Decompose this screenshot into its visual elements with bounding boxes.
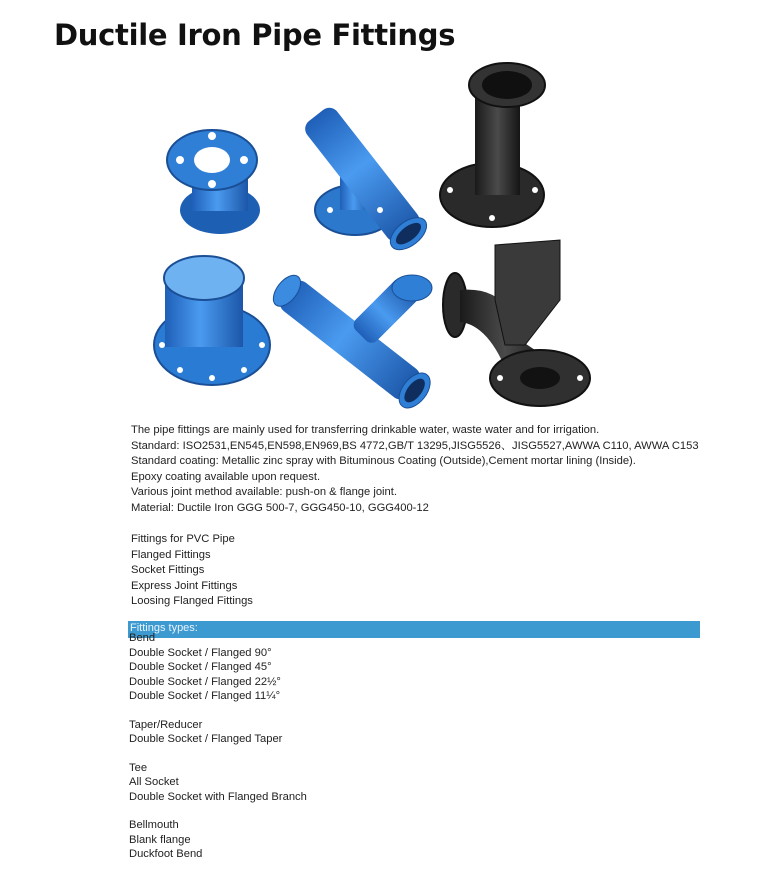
blue-flanged-socket (154, 256, 270, 385)
list-item: Tee (129, 761, 148, 774)
intro-line: Standard: ISO2531,EN545,EN598,EN969,BS 4772,GB/T 13295,JISG5526、JISG5527,AWWA C110, AWWA C153 (131, 439, 699, 452)
list-item: Double Socket with Flanged Branch (129, 790, 307, 803)
list-item: Double Socket / Flanged 90° (129, 646, 272, 659)
intro-line: The pipe fittings are mainly used for transferring drinkable water, waste water and for irrigation. (131, 424, 600, 436)
fittings-types-heading: Fittings types: (130, 622, 198, 634)
black-flanged-socket (440, 63, 545, 227)
type-group-tee (129, 761, 307, 805)
list-item: Double Socket / Flanged 11¼° (129, 690, 281, 702)
list-item: Double Socket / Flanged 45° (129, 661, 272, 673)
intro-line: Epoxy coating available upon request. (131, 470, 321, 483)
list-item: Double Socket / Flanged 22½° (129, 675, 281, 688)
list-item: Double Socket / Flanged Taper (129, 733, 283, 745)
fittings-photo (150, 60, 610, 410)
intro-line: Various joint method available: push-on & flange joint. (131, 486, 397, 499)
blue-flanged-tee (300, 103, 433, 257)
fittings-types-list (129, 631, 307, 876)
intro-description (131, 423, 699, 517)
list-item: Fittings for PVC Pipe (131, 533, 235, 545)
list-item: Flanged Fittings (131, 548, 211, 561)
type-group-other (129, 818, 307, 862)
list-item: Duckfoot Bend (129, 848, 203, 860)
list-item: Socket Fittings (131, 564, 205, 577)
list-item: Bellmouth (129, 819, 179, 831)
intro-line: Material: Ductile Iron GGG 500-7, GGG450-10, GGG400-12 (131, 501, 429, 514)
intro-line: Standard coating: Metallic zinc spray with Bituminous Coating (Outside),Cement mortar lining (Inside). (131, 455, 636, 468)
list-item: Bend (129, 632, 156, 644)
list-item: Express Joint Fittings (131, 579, 238, 592)
subcategory-list (131, 532, 253, 610)
type-group-taper (129, 718, 307, 747)
black-duckfoot-bend (443, 240, 590, 406)
list-item: All Socket (129, 776, 179, 788)
list-item: Taper/Reducer (129, 718, 203, 731)
blue-flange-adapter (167, 130, 260, 234)
list-item: Loosing Flanged Fittings (131, 595, 253, 608)
fittings-illustration (150, 60, 610, 410)
list-item: Blank flange (129, 833, 191, 846)
page-title: Ductile Iron Pipe Fittings (54, 18, 456, 52)
type-group-bend (129, 631, 307, 704)
blue-all-socket-tee (267, 269, 437, 410)
